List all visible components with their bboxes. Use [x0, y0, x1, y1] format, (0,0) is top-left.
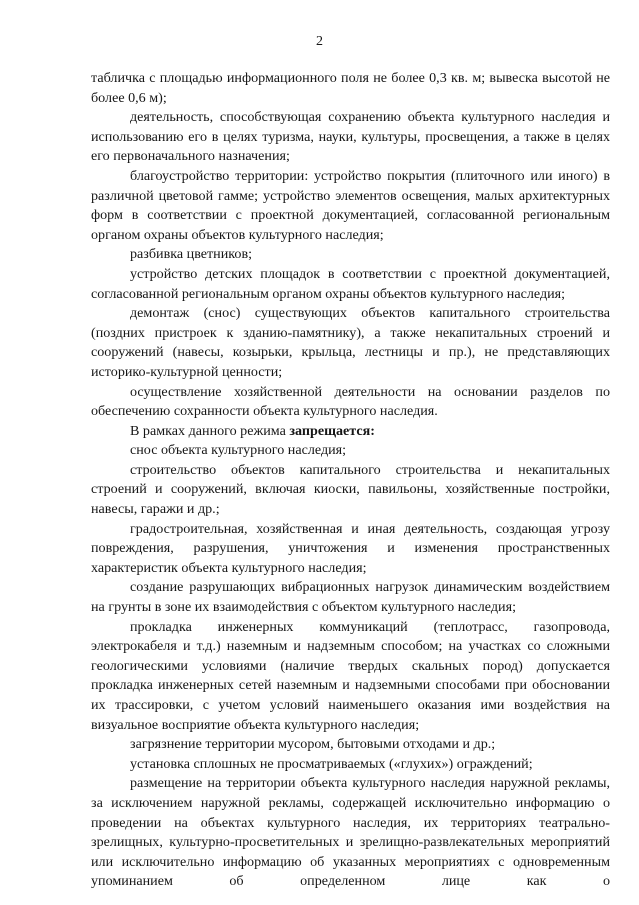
paragraph-landscaping: благоустройство территории: устройство покрытия (плиточного или иного) в различной цветовой гамме; устройство элементов освещения, малых архитектурных форм в соответствии с проектной документацией, согласованной региональным органом охраны объектов культурного наследия; — [91, 167, 610, 243]
prohibited-item-demolition: снос объекта культурного наследия; — [130, 442, 347, 459]
prohibited-item-advertising: размещение на территории объекта культурного наследия наружной рекламы, за исключением наружной рекламы, содержащей исключительно информацию о проведении на объектах культурного наследия, их территориях театрально-зрелищных, культурно-просветительных и зрелищно-развлекательных мероприятий или исключительно информацию об указанных мероприятиях с одновременным упоминанием об определенном лице как о — [91, 775, 610, 890]
prohibited-item-littering: загрязнение территории мусором, бытовыми отходами и др.; — [130, 736, 496, 753]
prohibited-item-utilities: прокладка инженерных коммуникаций (теплотрасс, газопровода, электрокабеля и т.д.) наземным и надземным способом; на участках со сложными геологическими условиями (наличие твердых скальных пород) допускается прокладка инженерных сетей наземным и надземными способами при обосновании их трассировки, с учетом условий наименьшего оказания ими воздействия на визуальное восприятие объекта культурного наследия; — [91, 618, 610, 733]
paragraph-preservation-activity: деятельность, способствующая сохранению объекта культурного наследия и использованию его в целях туризма, науки, культуры, просвещения, а также в целях его первоначального назначения; — [91, 109, 610, 165]
prohibited-item-vibration-loads: создание разрушающих вибрационных нагрузок динамическим воздействием на грунты в зоне их взаимодействия с объектом культурного наследия; — [91, 579, 610, 616]
prohibited-item-solid-fences: установка сплошных не просматриваемых («глухих») ограждений; — [130, 755, 533, 772]
paragraph-economic-activity: осуществление хозяйственной деятельности на основании разделов по обеспечению сохранности объекта культурного наследия. — [91, 383, 610, 420]
prohibited-item-construction: строительство объектов капитального строительства и некапитальных строений и сооружений, включая киоски, павильоны, хозяйственные постройки, навесы, гаражи и др.; — [91, 461, 610, 518]
prohibited-keyword: запрещается: — [289, 422, 375, 439]
document-body — [91, 69, 610, 892]
prohibited-heading — [91, 422, 610, 442]
paragraph-playgrounds: устройство детских площадок в соответствии с проектной документацией, согласованной региональным органом охраны объектов культурного наследия; — [91, 265, 610, 302]
page-number: 2 — [316, 34, 323, 49]
paragraph-demolition: демонтаж (снос) существующих объектов капитального строительства (поздних пристроек к зданию-памятнику), а также некапитальных строений и сооружений (навесы, козырьки, крыльца, лестницы и пр.), не представляющих историко-культурной ценности; — [91, 305, 610, 380]
prohibited-intro: В рамках данного режима — [130, 422, 286, 439]
prohibited-item-threatening-activity: градостроительная, хозяйственная и иная деятельность, создающая угрозу повреждения, разрушения, уничтожения и изменения пространственных характеристик объекта культурного наследия; — [91, 520, 610, 576]
paragraph-signage-dimensions: табличка с площадью информационного поля не более 0,3 кв. м; вывеска высотой не более 0,6 м); — [91, 70, 610, 106]
paragraph-flowerbeds: разбивка цветников; — [130, 246, 253, 263]
